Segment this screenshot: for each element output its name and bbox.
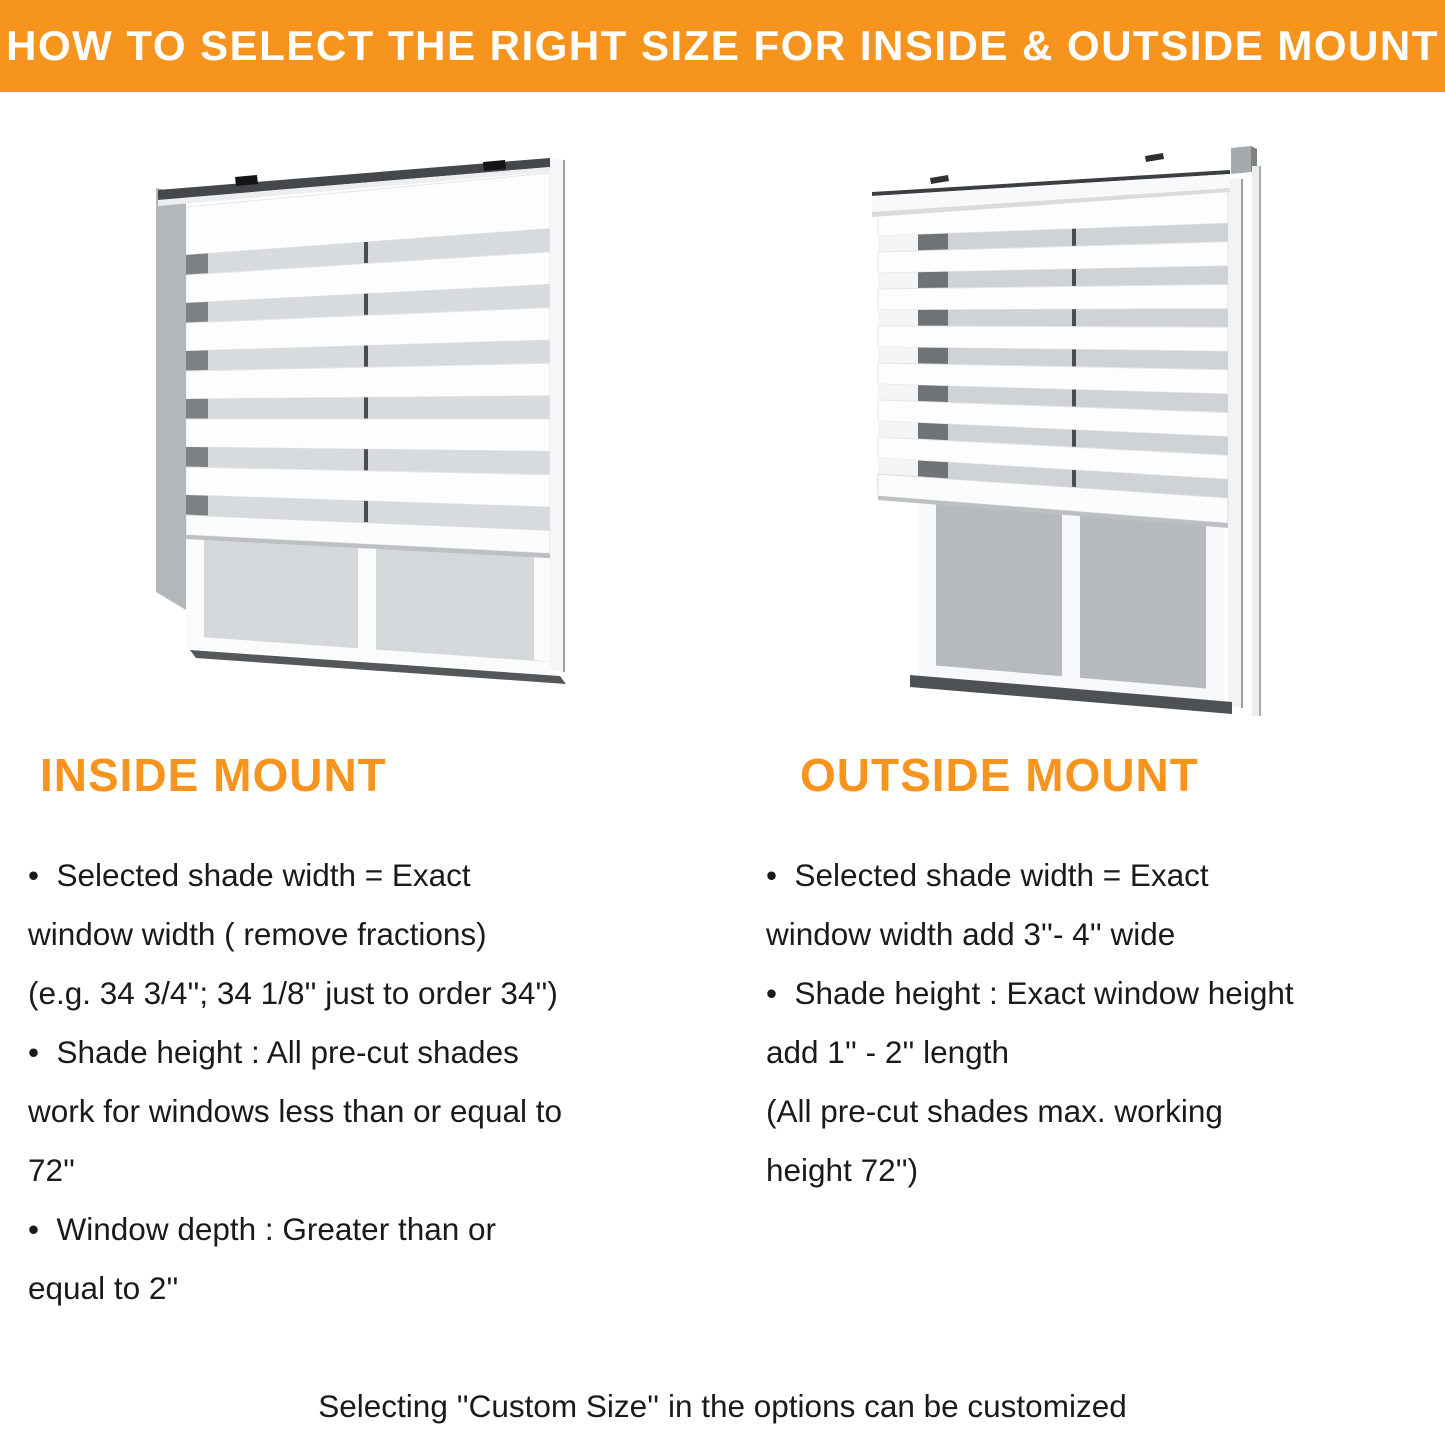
custom-size-note: Selecting ''Custom Size'' in the options can be customized xyxy=(318,1388,1127,1424)
instruction-line: window width add 3''- 4'' wide xyxy=(766,916,1176,952)
instruction-line: work for windows less than or equal to xyxy=(28,1093,563,1129)
outside-mount-heading: OUTSIDE MOUNT xyxy=(800,749,1199,801)
inside-mount-instructions xyxy=(28,846,562,1318)
instruction-line: • Selected shade width = Exact xyxy=(766,857,1209,893)
window-frame-behind xyxy=(1228,166,1260,716)
inside-mount-illustration xyxy=(150,140,580,720)
instruction-line: • Selected shade width = Exact xyxy=(28,857,471,893)
instruction-line: add 1'' - 2'' length xyxy=(766,1034,1009,1070)
zebra-blind xyxy=(186,173,550,558)
page-title: HOW TO SELECT THE RIGHT SIZE FOR INSIDE & OUTSIDE MOUNT xyxy=(6,22,1439,69)
instruction-line: height 72'') xyxy=(766,1152,919,1188)
window-lower-glass xyxy=(910,496,1232,714)
instruction-line: 72'' xyxy=(28,1152,76,1188)
instruction-line: • Shade height : All pre-cut shades xyxy=(28,1034,519,1070)
outside-mount-instructions xyxy=(766,846,1294,1200)
outside-mount-illustration xyxy=(860,130,1330,740)
instruction-line: (e.g. 34 3/4''; 34 1/8'' just to order 34'') xyxy=(28,975,558,1011)
instruction-line: • Window depth : Greater than or xyxy=(28,1211,497,1247)
instruction-line: (All pre-cut shades max. working xyxy=(766,1093,1223,1129)
instruction-line: • Shade height : Exact window height xyxy=(766,975,1294,1011)
instruction-line: window width ( remove fractions) xyxy=(28,916,487,952)
title-banner xyxy=(0,0,1445,92)
inside-mount-heading: INSIDE MOUNT xyxy=(40,749,387,801)
instruction-line: equal to 2'' xyxy=(28,1270,179,1306)
zebra-blind xyxy=(878,184,1228,528)
